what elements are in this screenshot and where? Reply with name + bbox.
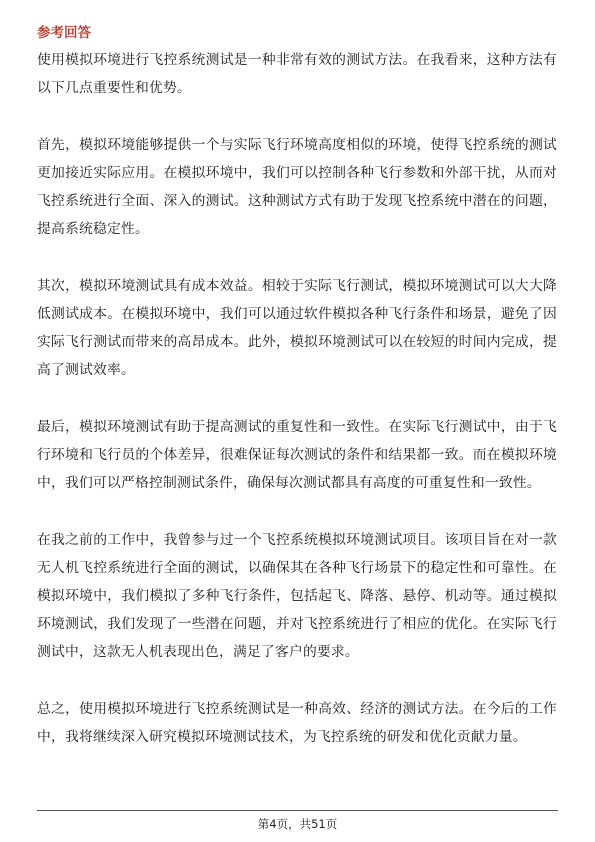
footer-divider (37, 810, 558, 811)
paragraph-conclusion: 总之，使用模拟环境进行飞控系统测试是一种高效、经济的测试方法。在今后的工作中，我将继续深入研究模拟环境测试技术，为飞控系统的研发和优化贡献力量。 (37, 701, 557, 745)
paragraph-intro: 使用模拟环境进行飞控系统测试是一种非常有效的测试方法。在我看来，这种方法有以下几点重要性和优势。 (37, 52, 557, 96)
section-heading: 参考回答 (37, 25, 91, 41)
page-number: 第4页，共51页 (257, 817, 338, 831)
paragraph-third-point: 最后，模拟环境测试有助于提高测试的重复性和一致性。在实际飞行测试中，由于飞行环境和飞行员的个体差异，很难保证每次测试的条件和结果都一致。而在模拟环境中，我们可以严格控制测试条件，确保每次测试都具有高度的可重复性和一致性。 (37, 419, 557, 491)
paragraph-first-point: 首先，模拟环境能够提供一个与实际飞行环境高度相似的环境，使得飞控系统的测试更加接近实际应用。在模拟环境中，我们可以控制各种飞行参数和外部干扰，从而对飞控系统进行全面、深入的测试。这种测试方式有助于发现飞控系统中潜在的问题，提高系统稳定性。 (37, 137, 557, 237)
paragraph-experience: 在我之前的工作中，我曾参与过一个飞控系统模拟环境测试项目。该项目旨在对一款无人机飞控系统进行全面的测试，以确保其在各种飞行场景下的稳定性和可靠性。在模拟环境中，我们模拟了多种飞行条件，包括起飞、降落、悬停、机动等。通过模拟环境测试，我们发现了一些潜在问题，并对飞控系统进行了相应的优化。在实际飞行测试中，这款无人机表现出色，满足了客户的要求。 (37, 532, 557, 660)
answer-body (37, 46, 557, 780)
paragraph-second-point: 其次，模拟环境测试具有成本效益。相较于实际飞行测试，模拟环境测试可以大大降低测试成本。在模拟环境中，我们可以通过软件模拟各种飞行条件和场景，避免了因实际飞行测试而带来的高昂成本。此外，模拟环境测试可以在较短的时间内完成，提高了测试效率。 (37, 278, 557, 378)
